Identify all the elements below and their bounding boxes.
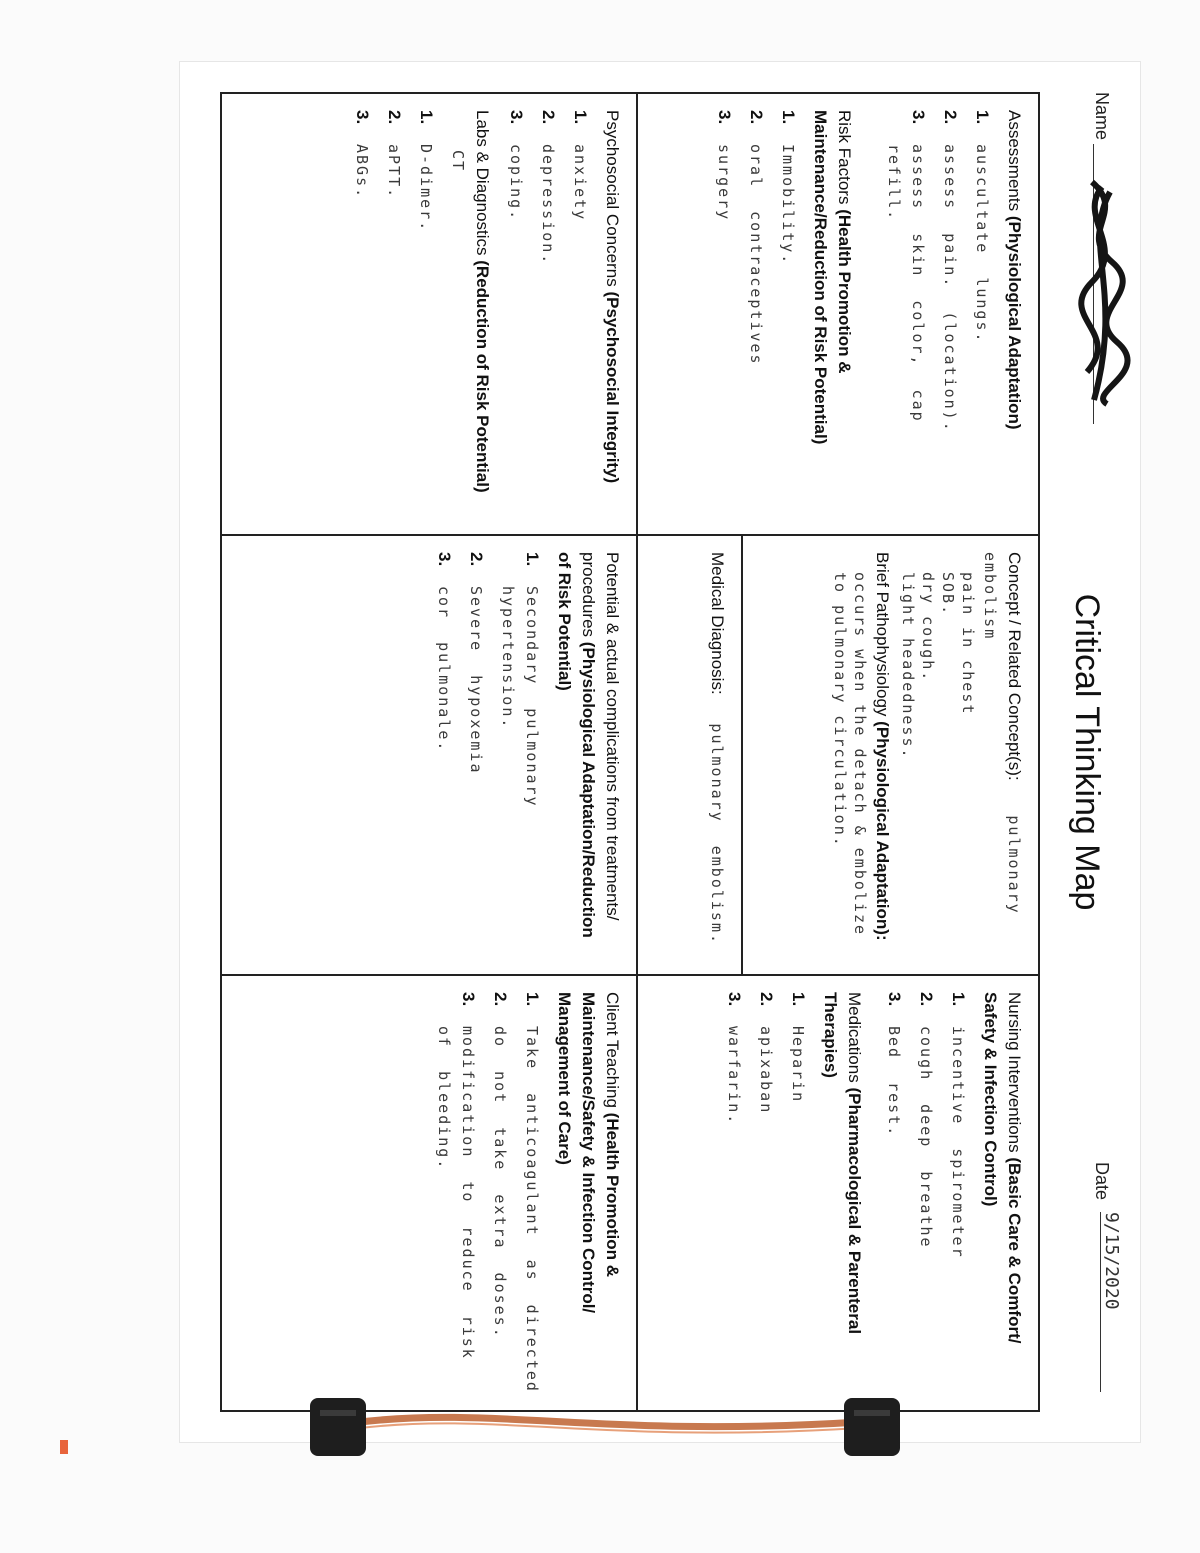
list-item: 3. surgery [715, 110, 734, 222]
medications-heading: Medications (Pharmacological & Parenteral Therapies) [821, 992, 864, 1335]
list-item: 3. coping. [507, 110, 526, 222]
medical-diagnosis-value: pulmonary embolism. [708, 723, 726, 946]
date-value: 9/15/2020 [1100, 1212, 1122, 1392]
list-item: 2. do not take extra doses. [491, 992, 510, 1339]
list-item: 2. apixaban [757, 992, 776, 1115]
labs-heading: Labs & Diagnostics (Reduction of Risk Potential) CT [449, 110, 492, 493]
list-item: 2. oral contraceptives [747, 110, 766, 366]
labs-extra-note: CT [449, 150, 467, 173]
list-item: 1. Immobility. [779, 110, 798, 266]
list-item: 3. cor pulmonale. [435, 552, 454, 753]
list-item: 3. Bed rest. [885, 992, 904, 1138]
note-line: dry cough. [919, 572, 937, 683]
complications-list [432, 552, 544, 958]
concept-notes [898, 552, 978, 958]
worksheet-page [180, 62, 1140, 1442]
list-item: 2. assess pain. (location). [941, 110, 960, 433]
medical-diagnosis-heading: Medical Diagnosis: pulmonary embolism. [708, 552, 727, 946]
list-item: 2. aPTT. [385, 110, 404, 200]
page-title: Critical Thinking Map [1068, 593, 1106, 911]
client-teaching-cell [222, 976, 636, 1410]
medical-diagnosis-cell [638, 536, 741, 974]
list-item: 1. auscultate lungs. [973, 110, 992, 344]
risk-factors-list [712, 110, 800, 518]
list-item: 1. D-dimer. [417, 110, 436, 233]
nursing-interventions-list [882, 992, 970, 1394]
concept-heading: Concept / Related Concept(s): pulmonary embolism [981, 552, 1024, 915]
psychosocial-list [504, 110, 592, 518]
assessments-heading: Assessments (Physiological Adaptation) [1005, 110, 1024, 430]
client-teaching-list [432, 992, 544, 1394]
concept-cell [743, 536, 1038, 974]
assessments-list [882, 110, 994, 518]
list-item: 2. depression. [539, 110, 558, 266]
assessments-cell [638, 94, 1038, 534]
pathophysiology-heading: Brief Pathophysiology (Physiological Adaptation): [873, 552, 892, 941]
map-grid [220, 92, 1040, 1412]
list-item: 3. ABGs. [353, 110, 372, 200]
nursing-interventions-cell [638, 976, 1038, 1410]
note-line: pain in chest [959, 572, 977, 716]
list-item: 3. assess skin color, cap refill. [885, 110, 928, 423]
concept-value: pulmonary embolism [981, 552, 1023, 915]
list-item: 3. modification to reduce risk of bleeding. [435, 992, 478, 1360]
client-teaching-heading: Client Teaching (Health Promotion & Maintenance/Safety & Infection Control/ Management of Care) [555, 992, 622, 1314]
nursing-interventions-heading: Nursing Interventions (Basic Care & Comfort/ Safety & Infection Control) [981, 992, 1024, 1344]
note-line: SOB. [939, 572, 957, 617]
labs-list [350, 110, 438, 518]
name-label: Name [1092, 92, 1112, 141]
complications-cell [222, 536, 636, 974]
date-label: Date [1092, 1162, 1112, 1201]
complications-heading: Potential & actual complications from treatments/ procedures (Physiological Adaptation/Reduction of Risk Potential) [555, 552, 622, 938]
pathophysiology-text: occurs when the detach & embolize to pulmonary circulation. [831, 572, 869, 937]
psychosocial-heading: Psychosocial Concerns (Psychosocial Integrity) [603, 110, 622, 484]
note-line: light headedness. [899, 572, 917, 760]
binder-clip [300, 1392, 910, 1462]
list-item: 2. Severe hypoxemia [467, 552, 486, 775]
list-item: 3. warfarin. [725, 992, 744, 1126]
list-item: 1. incentive spirometer [949, 992, 968, 1259]
risk-factors-heading: Risk Factors (Health Promotion & Maintenance/Reduction of Risk Potential) [811, 110, 854, 445]
list-item: 2. cough deep breathe [917, 992, 936, 1249]
list-item: 1. anxiety [571, 110, 590, 222]
edge-accent-mark [60, 1440, 68, 1454]
psychosocial-cell [222, 94, 636, 534]
list-item: 1. Secondary pulmonary hypertension. [499, 552, 542, 808]
list-item: 1. Heparin [789, 992, 808, 1104]
medications-list [722, 992, 810, 1394]
list-item: 1. Take anticoagulant as directed [523, 992, 542, 1393]
